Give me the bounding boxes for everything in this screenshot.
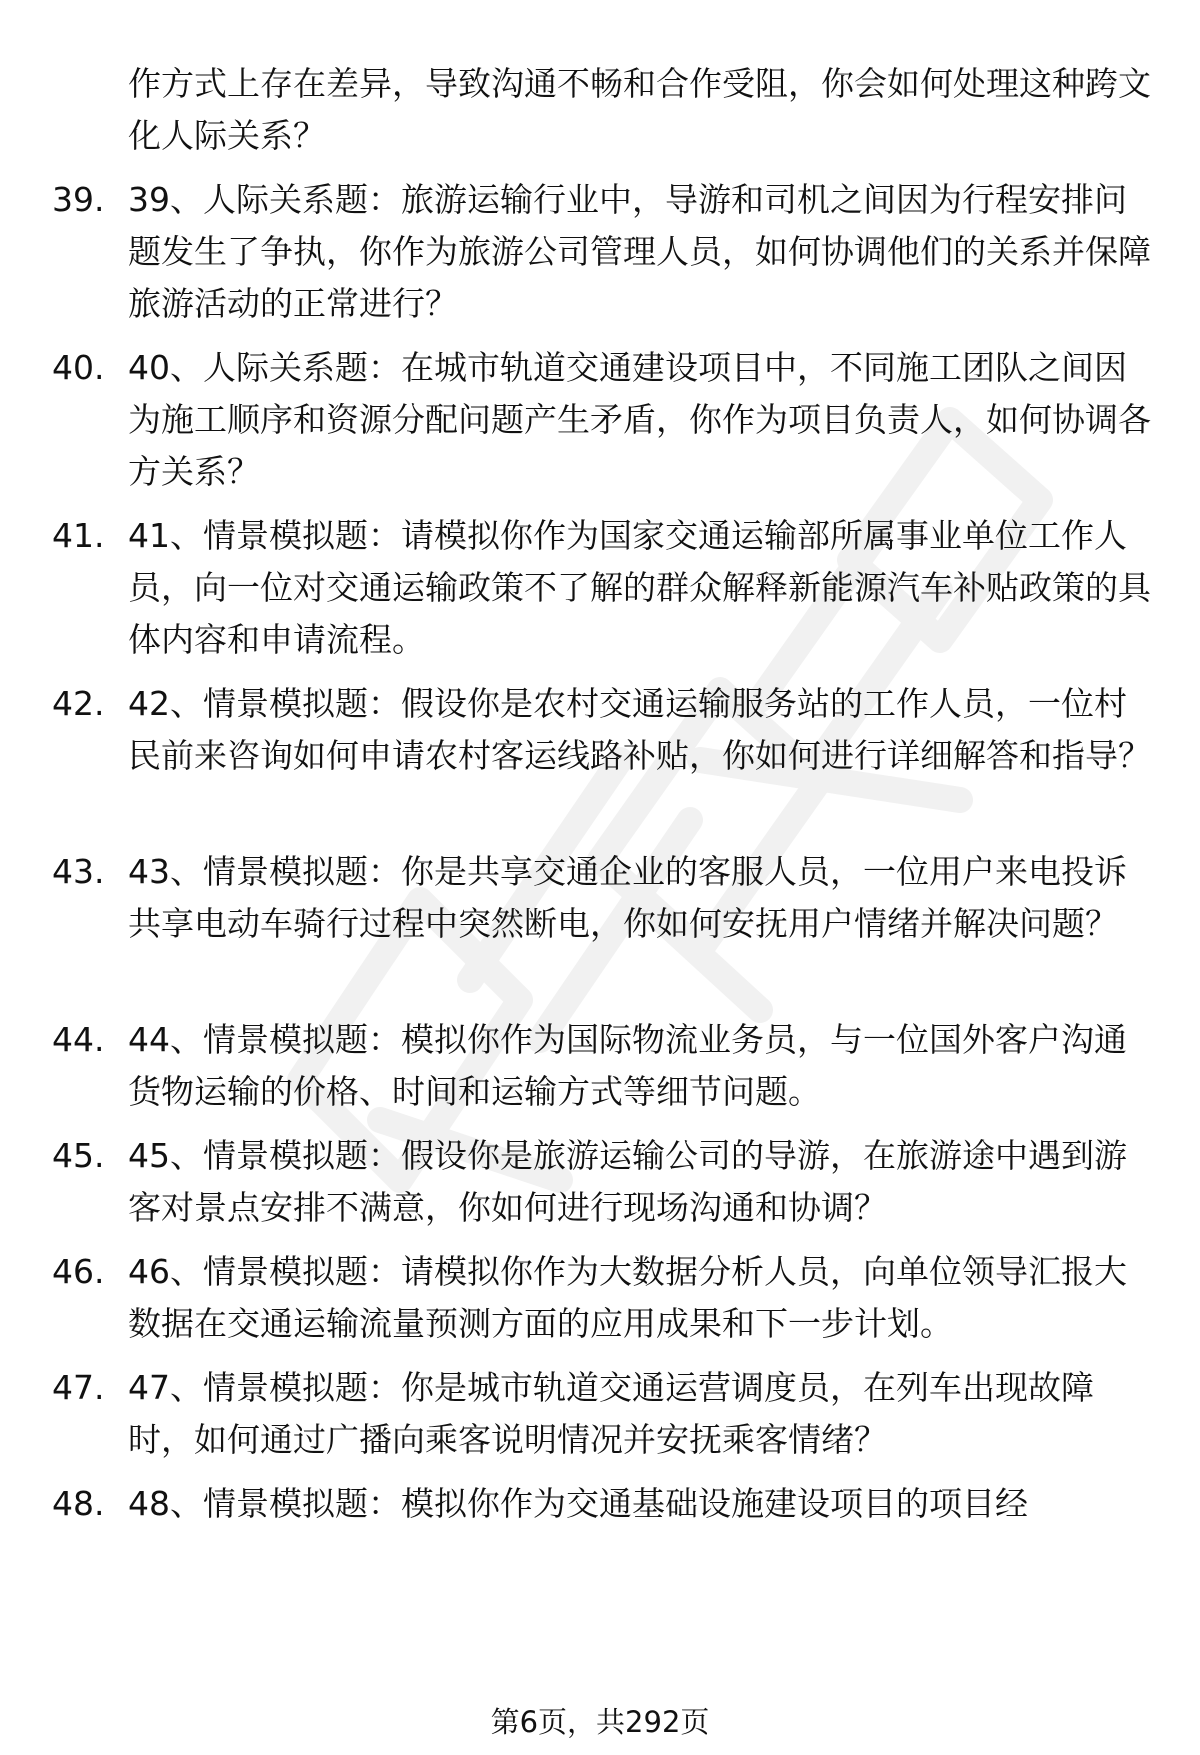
page-number-footer: 第6页，共292页 [490, 1705, 710, 1739]
question-number: 47. [52, 1368, 105, 1407]
question-text: 46、情景模拟题：请模拟你作为大数据分析人员，向单位领导汇报大数据在交通运输流量预测方面的应用成果和下一步计划。 [128, 1252, 1127, 1343]
question-number: 43. [52, 852, 105, 891]
question-text: 48、情景模拟题：模拟你作为交通基础设施建设项目的项目经 [128, 1484, 1028, 1523]
question-number: 45. [52, 1136, 105, 1175]
question-number: 44. [52, 1020, 105, 1059]
question-number: 40. [52, 348, 105, 387]
question-number: 41. [52, 516, 105, 555]
question-text: 41、情景模拟题：请模拟你作为国家交通运输部所属事业单位工作人员，向一位对交通运输政策不了解的群众解释新能源汽车补贴政策的具体内容和申请流程。 [128, 516, 1151, 659]
question-text: 47、情景模拟题：你是城市轨道交通运营调度员，在列车出现故障时，如何通过广播向乘客说明情况并安抚乘客情绪？ [128, 1368, 1094, 1459]
question-text: 44、情景模拟题：模拟你作为国际物流业务员，与一位国外客户沟通货物运输的价格、时间和运输方式等细节问题。 [128, 1020, 1127, 1111]
question-text: 45、情景模拟题：假设你是旅游运输公司的导游，在旅游途中遇到游客对景点安排不满意，你如何进行现场沟通和协调？ [128, 1136, 1127, 1227]
question-text: 39、人际关系题：旅游运输行业中，导游和司机之间因为行程安排问题发生了争执，你作为旅游公司管理人员，如何协调他们的关系并保障旅游活动的正常进行？ [128, 180, 1151, 323]
question-number: 39. [52, 180, 105, 219]
question-number: 46. [52, 1252, 105, 1291]
question-text: 43、情景模拟题：你是共享交通企业的客服人员，一位用户来电投诉共享电动车骑行过程中突然断电，你如何安抚用户情绪并解决问题？ [128, 852, 1127, 943]
question-text: 40、人际关系题：在城市轨道交通建设项目中，不同施工团队之间因为施工顺序和资源分配问题产生矛盾，你作为项目负责人，如何协调各方关系？ [128, 348, 1151, 491]
question-number: 48. [52, 1484, 105, 1523]
question-text: 42、情景模拟题：假设你是农村交通运输服务站的工作人员，一位村民前来咨询如何申请农村客运线路补贴，你如何进行详细解答和指导？ [128, 684, 1151, 775]
question-number: 42. [52, 684, 105, 723]
continued-question-text: 作方式上存在差异，导致沟通不畅和合作受阻，你会如何处理这种跨文化人际关系？ [128, 64, 1151, 155]
